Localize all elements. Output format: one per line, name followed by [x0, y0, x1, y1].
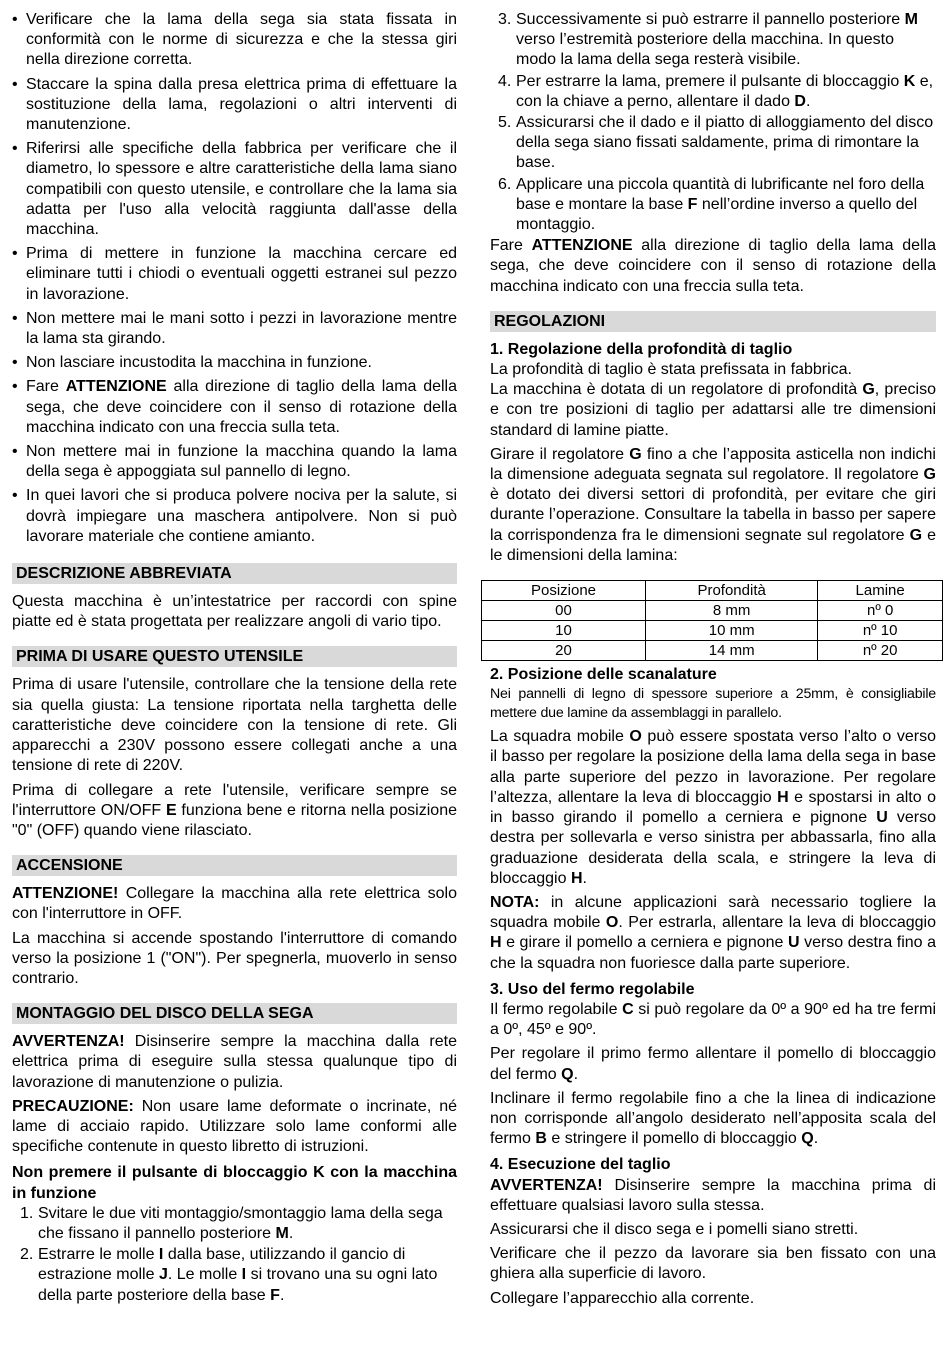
section-heading-accensione: ACCENSIONE: [12, 855, 457, 876]
descrizione-text: Questa macchina è un’intestatrice per raccordi con spine piatte ed è stata progettata per realizzare angoli di vario tipo.: [12, 593, 457, 631]
step-item: 2. Estrarre le molle I dalla base, utilizzando il gancio di estrazione molle J. Le molle I si trovano una su ogni lato della parte posteriore della base F.: [20, 1246, 438, 1304]
regolazioni-3-paragraph-1: Il fermo regolabile C si può regolare da 0º a 90º ed ha tre fermi a 0º, 45º e 90º.: [490, 1000, 936, 1039]
accensione-paragraph-1: ATTENZIONE! Collegare la macchina alla rete elettrica solo con l'interruttore in OFF.: [12, 885, 457, 923]
montaggio-steps: [12, 1204, 457, 1306]
bullet-item: • Verificare che la lama della sega sia stata fissata in conformità con le norme di sicurezza e che la stessa giri nella direzione corretta.: [12, 10, 457, 71]
subsection-title-3: 3. Uso del fermo regolabile: [490, 980, 695, 998]
left-column: [12, 10, 457, 1307]
bullet-item: • Non lasciare incustodita la macchina in funzione.: [12, 353, 457, 373]
prima-paragraph-2: Prima di collegare a rete l'utensile, verificare sempre se l'interruttore ON/OFF E funziona bene e ritorna nella posizione "0" (OFF) quando viene rilasciato.: [12, 781, 457, 839]
montaggio-paragraph-1: AVVERTENZA! Disinserire sempre la macchina dalla rete elettrica prima di eseguire sulla stessa qualunque tipo di lavorazione di manutenzione o pulizia.: [12, 1033, 457, 1091]
bullet-item: • Staccare la spina dalla presa elettrica prima di effettuare la sostituzione della lama, regolazioni o altri interventi di manutenzione.: [12, 75, 457, 136]
right-column: [490, 10, 936, 1313]
bullet-item: • Riferirsi alle specifiche della fabbrica per verificare che il diametro, lo spessore e altre caratteristiche della lama siano compatibili con questo utensile, e controllare che la lama sia adatta per l'uso alla velocità raggiunta dall'asse della macchina.: [12, 139, 457, 240]
montaggio-paragraph-2: PRECAUZIONE: Non usare lame deformate o incrinate, né lame di acciaio rapido. Utilizzare solo lame conformi alle specifiche contenute in questo libretto di istruzioni.: [12, 1097, 457, 1156]
regolazioni-2-note: Nei pannelli di legno di spessore superiore a 25mm, è consigliabile mettere due lamine da assemblaggi in parallelo.: [490, 686, 936, 722]
section-heading-prima: PRIMA DI USARE QUESTO UTENSILE: [12, 646, 457, 667]
bullet-item: • Non mettere mai in funzione la macchina quando la lama della sega è appoggiata sul pannello di legno.: [12, 442, 457, 482]
table-cell: nº 10: [818, 621, 943, 641]
bullet-item: • Prima di mettere in funzione la macchina cercare ed eliminare tutti i chiodi o eventuali oggetti estranei sul pezzo in lavorazione.: [12, 244, 457, 305]
subsection-title-1: 1. Regolazione della profondità di taglio: [490, 340, 793, 358]
table-header-cell: Posizione: [482, 581, 646, 601]
depth-table: [481, 580, 943, 661]
step-item: 6. Applicare una piccola quantità di lubrificante nel foro della base e montare la base F nell’ordine inverso a quello del montaggio.: [498, 175, 925, 234]
montaggio-steps-continued: [490, 10, 936, 235]
table-row: [482, 601, 943, 621]
accensione-paragraph-2: La macchina si accende spostando l'interruttore di comando verso la posizione 1 ("ON"). Per spegnerla, muoverlo in senso contrario.: [12, 929, 457, 987]
table-header-row: [482, 581, 943, 601]
step-item: 3. Successivamente si può estrarre il pannello posteriore M verso l’estremità posteriore della macchina. In questo modo la lama della sega resterà visibile.: [498, 11, 918, 69]
regolazioni-2-paragraph-1: La squadra mobile O può essere spostata verso l’alto o verso il basso per regolare la posizione della lama della sega in base alla parte superiore del pezzo in lavorazione. Per regolare l’altezza, allentare la leva di bloccaggio H e spostarsi in alto o in basso girando il pomello a cerniera e pignone U verso destra per sollevarla e verso sinistra per abbassarla, fino alla graduazione desiderata della scala, e stringere la leva di bloccaggio H.: [490, 728, 937, 887]
table-cell: 10: [482, 621, 646, 641]
step-item: 4. Per estrarre la lama, premere il pulsante di bloccaggio K e, con la chiave a perno, allentare il dado D.: [498, 72, 934, 110]
table-cell: nº 20: [818, 641, 943, 661]
table-header-cell: Lamine: [818, 581, 943, 601]
safety-bullets: [12, 10, 457, 547]
bullet-item: • Non mettere mai le mani sotto i pezzi in lavorazione mentre la lama sta girando.: [12, 309, 457, 349]
regolazioni-3-paragraph-2: Per regolare il primo fermo allentare il pomello di bloccaggio del fermo Q.: [490, 1045, 936, 1083]
section-heading-regolazioni: REGOLAZIONI: [490, 311, 936, 332]
subsection-title-4: 4. Esecuzione del taglio: [490, 1156, 671, 1174]
table-cell: 14 mm: [646, 641, 818, 661]
regolazioni-1-paragraph-2: La macchina è dotata di un regolatore di profondità G, preciso e con tre posizioni di taglio per adattarsi alle tre dimensioni standard di lamine piatte.: [490, 381, 936, 439]
regolazioni-3-paragraph-3: Inclinare il fermo regolabile fino a che la linea di indicazione non corrisponde all’angolo desiderato nell’apposita scala del fermo B e stringere il pomello di bloccaggio Q.: [490, 1089, 936, 1148]
table-header-cell: Profondità: [646, 581, 818, 601]
regolazioni-1-paragraph-1: La profondità di taglio è stata prefissata in fabbrica.: [490, 361, 852, 379]
regolazioni-4-paragraph-2: Assicurarsi che il disco sega e i pomelli siano stretti.: [490, 1220, 859, 1238]
section-heading-montaggio: MONTAGGIO DEL DISCO DELLA SEGA: [12, 1003, 457, 1024]
section-heading-descrizione: DESCRIZIONE ABBREVIATA: [12, 563, 457, 584]
montaggio-warning: Non premere il pulsante di bloccaggio K con la macchina in funzione: [12, 1164, 457, 1202]
table-cell: 00: [482, 601, 646, 621]
prima-paragraph-1: Prima di usare l'utensile, controllare che la tensione della rete sia quella giusta: La tensione riportata nella targhetta delle caratteristiche deve coincidere con la tensione di rete. Gli apparecchi a 230V possono essere collegati anche a una tensione di rete di 220V.: [12, 676, 457, 775]
regolazioni-1-paragraph-3: Girare il regolatore G fino a che l’apposita asticella non indichi la dimensione adeguata segnata sul regolatore. Il regolatore G è dotato dei diversi settori di profondità, per evitare che giri durante l’operazione. Consultare la tabella in basso per sapere la corrispondenza fra le dimensioni segnate sul regolatore G e le dimensioni della lamina:: [490, 445, 936, 564]
table-row: [482, 621, 943, 641]
step-item: 1. Svitare le due viti montaggio/smontaggio lama della sega che fissano il pannello posteriore M.: [20, 1204, 443, 1242]
table-cell: 8 mm: [646, 601, 818, 621]
bullet-item: • In quei lavori che si produca polvere nociva per la salute, si dovrà impiegare una maschera antipolvere. Non si può lavorare materiale che contiene amianto.: [12, 486, 457, 547]
regolazioni-2-paragraph-2: NOTA: in alcune applicazioni sarà necessario togliere la squadra mobile O. Per estrarla, allentare la leva di bloccaggio H e girare il pomello a cerniera e pignone U verso destra fino a che la squadra non fuoriesce dalla parte superiore.: [490, 893, 937, 972]
table-cell: 20: [482, 641, 646, 661]
table-row: [482, 641, 943, 661]
table-cell: 10 mm: [646, 621, 818, 641]
subsection-title-2: 2. Posizione delle scanalature: [490, 666, 717, 684]
bullet-item: • Fare ATTENZIONE alla direzione di taglio della lama della sega, che deve coincidere con il senso di rotazione della macchina indicato con una freccia sulla teta.: [12, 377, 457, 438]
regolazioni-4-paragraph-1: AVVERTENZA! Disinserire sempre la macchina prima di effettuare qualsiasi lavoro sulla stessa.: [490, 1176, 936, 1214]
regolazioni-4-paragraph-3: Verificare che il pezzo da lavorare sia ben fissato con una ghiera alla superficie di lavoro.: [490, 1245, 936, 1283]
step-item: 5. Assicurarsi che il dado e il piatto di alloggiamento del disco della sega siano fissati saldamente, prima di rimontare la base.: [498, 114, 934, 172]
attenzione-paragraph: Fare ATTENZIONE alla direzione di taglio della lama della sega, che deve coincidere con il senso di rotazione della macchina indicato con una freccia sulla teta.: [490, 237, 937, 295]
table-cell: nº 0: [818, 601, 943, 621]
regolazioni-4-paragraph-4: Collegare l’apparecchio alla corrente.: [490, 1289, 755, 1307]
